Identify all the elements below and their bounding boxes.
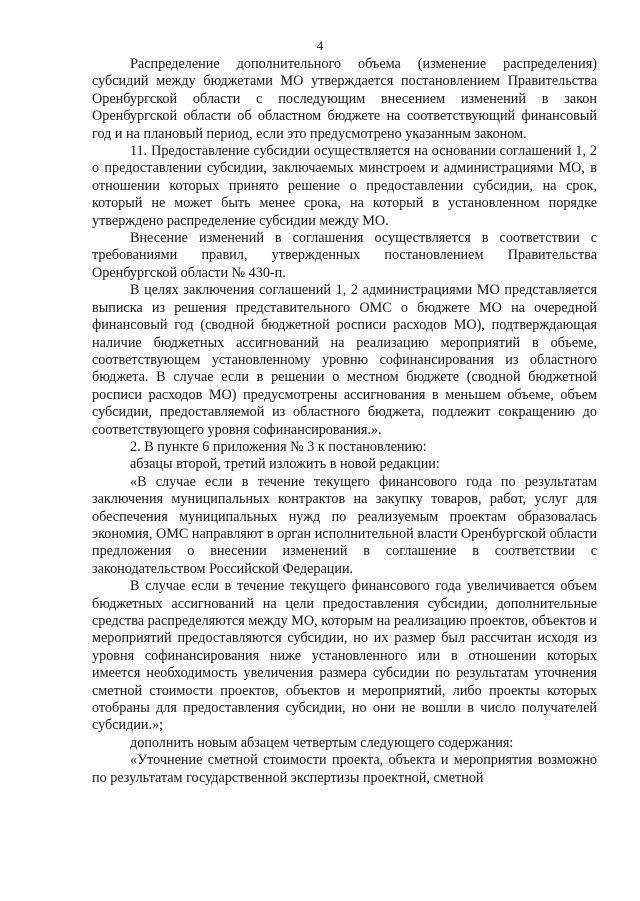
paragraph-item-2: 2. В пункте 6 приложения № 3 к постановлению: [130,438,427,455]
paragraph-new-edition: абзацы второй, третий изложить в новой редакции: [130,456,440,473]
paragraph-agreement-conclusion: В целях заключения соглашений 1, 2 администрациями МО представляется выписка из решения представительного ОМС о бюджете МО на очередной финансовый год (сводной бюджетной росписи расходов МО), подтверждающая наличие бюджетных ассигнований на реализацию мероприятий в объеме, соответствующем установленному уровню софинансирования из областного бюджета. В случае если в решении о местном бюджете (сводной бюджетной росписи расходов МО) предусмотрены ассигнования в меньшем объеме, объем субсидии, предоставляемой из областного бюджета, подлежит сокращению до соответствующего уровня софинансирования.». [92,282,597,438]
paragraph-budget-increase: В случае если в течение текущего финансового года увеличивается объем бюджетных ассигнований на цели предоставления субсидии, дополнительные средства распределяются между МО, которым на реализацию проектов, объектов и мероприятий предоставляются субсидии, но их размер был рассчитан исходя из уровня софинансирования ниже установленного или в отношении которых имеется необходимость увеличения размера субсидии по результатам уточнения сметной стоимости проектов, объектов и мероприятий, либо проекты которых отобраны для предоставления субсидии, но они не вошли в число получателей субсидии.»; [92,578,597,734]
paragraph-distribution: Распределение дополнительного объема (изменение распределения) субсидий между бюджетами МО утверждается постановлением Правительства Оренбургской области с последующим внесением изменений в закон Оренбургской области об областном бюджете на соответствующий финансовый год и на плановый период, если это предусмотрено указанным законом. [92,56,597,142]
paragraph-add-fourth: дополнить новым абзацем четвертым следующего содержания: [130,734,514,751]
paragraph-item-11: 11. Предоставление субсидии осуществляется на основании соглашений 1, 2 о предоставлении субсидии, заключаемых минстроем и администрациями МО, в отношении которых принято решение о предоставлении субсидии, на срок, который не может быть менее срока, на который в установленном порядке утверждено распределение субсидии между МО. [92,143,597,229]
paragraph-savings-quote: «В случае если в течение текущего финансового года по результатам заключения муниципальных контрактов на закупку товаров, работ, услуг для обеспечения муниципальных нужд по реализуемым проектам образовалась экономия, ОМС направляют в орган исполнительной власти Оренбургской области предложения о внесении изменений в соглашение в соответствии с законодательством Российской Федерации. [92,473,597,577]
page-number: 4 [316,38,324,53]
document-body [92,56,597,787]
paragraph-agreement-changes: Внесение изменений в соглашения осуществляется в соответствии с требованиями правил, утвержденных постановлением Правительства Оренбургской области № 430-п. [92,230,597,281]
paragraph-cost-clarification: «Уточнение сметной стоимости проекта, объекта и мероприятия возможно по результатам государственной экспертизы проектной, сметной [92,752,597,786]
